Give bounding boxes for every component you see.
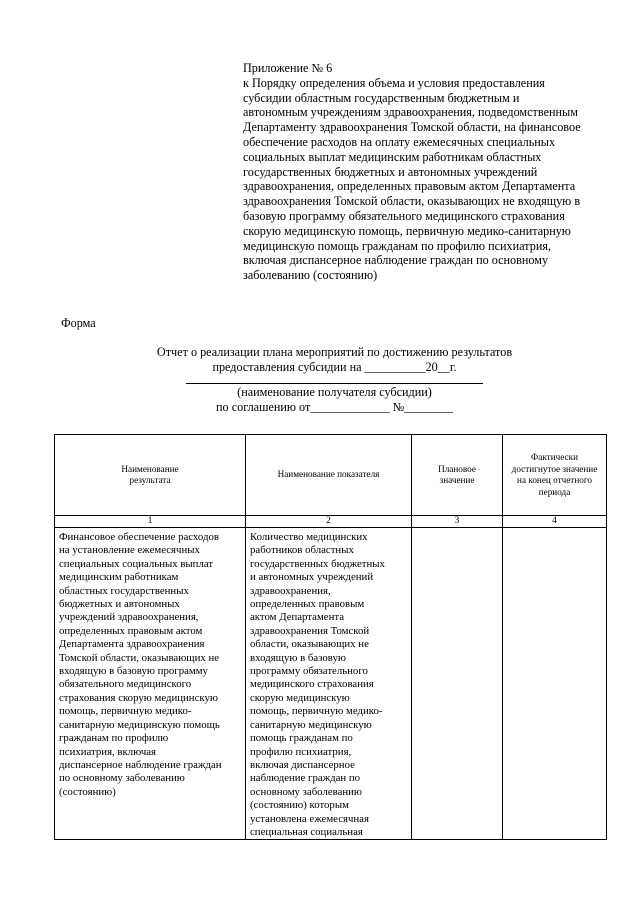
table-header-row bbox=[55, 435, 607, 516]
report-title-block bbox=[62, 345, 607, 415]
cell-line: включая диспансерное bbox=[250, 758, 355, 771]
appendix-block bbox=[243, 61, 618, 283]
header-indicator-name: Наименование показателя bbox=[246, 435, 412, 516]
cell-line: и автономных учреждений bbox=[250, 571, 374, 584]
appendix-line: скорую медицинскую помощь, первичную медико-санитарную bbox=[243, 223, 571, 238]
appendix-line: обеспечение расходов на оплату ежемесячных специальных bbox=[243, 134, 556, 149]
cell-line: медицинским работникам bbox=[59, 571, 179, 584]
cell-line: государственных бюджетных bbox=[250, 557, 385, 570]
appendix-line: медицинскую помощь гражданам по профилю психиатрия, bbox=[243, 238, 551, 253]
cell-line: бюджетных и автономных bbox=[59, 598, 180, 611]
appendix-line: заболеванию (состоянию) bbox=[243, 268, 378, 283]
header-result-name: Наименование результата bbox=[55, 435, 246, 516]
appendix-line: здравоохранения Томской области, оказывающих не входящую в bbox=[243, 194, 581, 209]
appendix-line: Департаменту здравоохранения Томской области, на финансовое bbox=[243, 120, 581, 135]
cell-line: (состоянию) которым bbox=[250, 799, 349, 812]
cell-line: Финансовое обеспечение расходов bbox=[59, 531, 219, 543]
recipient-caption: (наименование получателя субсидии) bbox=[237, 385, 432, 399]
cell-line: входящую в базовую программу bbox=[59, 665, 208, 678]
cell-line: помощь, первичную медико- bbox=[59, 705, 192, 718]
agreement-line: по соглашению от_____________ №________ bbox=[216, 400, 453, 414]
cell-line: областных государственных bbox=[59, 584, 189, 597]
cell-line: Количество медицинских bbox=[250, 531, 368, 543]
appendix-line: включая диспансерное наблюдение граждан по основному bbox=[243, 253, 549, 268]
cell-line: входящую в базовую bbox=[250, 651, 346, 664]
cell-line: учреждений здравоохранения, bbox=[59, 611, 199, 624]
planned-value-cell bbox=[412, 528, 503, 840]
cell-line: помощь гражданам по bbox=[250, 732, 353, 745]
cell-line: установлена ежемесячная bbox=[250, 812, 369, 825]
cell-line: актом Департамента bbox=[250, 611, 344, 624]
appendix-line: здравоохранения, определенных правовым актом Департамента bbox=[243, 179, 576, 194]
cell-line: программу обязательного bbox=[250, 665, 368, 678]
cell-line: помощь, первичную медико- bbox=[250, 705, 383, 718]
result-name-cell bbox=[55, 528, 246, 840]
cell-line: по основному заболеванию bbox=[59, 772, 185, 785]
cell-line: здравоохранения, bbox=[250, 584, 331, 597]
cell-line: здравоохранения Томской bbox=[250, 624, 370, 637]
cell-line: диспансерное наблюдение граждан bbox=[59, 758, 222, 771]
appendix-line: автономным учреждениям здравоохранения, подведомственным bbox=[243, 105, 578, 120]
cell-line: санитарную медицинскую bbox=[250, 718, 372, 731]
appendix-line: Приложение № 6 bbox=[243, 61, 333, 75]
appendix-line: государственных бюджетных и автономных учреждений bbox=[243, 164, 538, 179]
actual-value-cell bbox=[503, 528, 607, 840]
cell-line: специальная социальная bbox=[250, 825, 363, 838]
appendix-line: социальных выплат медицинским работникам областных bbox=[243, 149, 542, 164]
indicator-name-cell bbox=[246, 528, 412, 840]
cell-line: гражданам по профилю bbox=[59, 732, 169, 745]
cell-line: Департамента здравоохранения bbox=[59, 638, 205, 651]
cell-line: определенных правовым bbox=[250, 598, 365, 611]
cell-line: психиатрия, включая bbox=[59, 745, 157, 758]
cell-line: (состоянию) bbox=[59, 785, 116, 798]
column-number-row bbox=[55, 516, 607, 528]
cell-line: медицинского страхования bbox=[250, 678, 374, 691]
report-title-line2: предоставления субсидии на __________20__г. bbox=[212, 360, 457, 374]
cell-line: основному заболеванию bbox=[250, 785, 362, 798]
column-number: 1 bbox=[55, 516, 246, 528]
form-label: Форма bbox=[61, 316, 96, 330]
cell-line: скорую медицинскую bbox=[250, 691, 350, 704]
header-actual-value: Фактически достигнутое значение на конец отчетного периода bbox=[503, 435, 607, 516]
cell-line: наблюдение граждан по bbox=[250, 772, 361, 785]
appendix-line: базовую программу обязательного медицинского страхования bbox=[243, 208, 565, 223]
appendix-line: субсидии областным государственным бюджетным и bbox=[243, 90, 520, 105]
recipient-underline bbox=[186, 383, 483, 384]
report-table bbox=[54, 434, 607, 840]
cell-line: Томской области, оказывающих не bbox=[59, 651, 220, 664]
cell-line: работников областных bbox=[250, 544, 354, 557]
cell-line: профилю психиатрия, bbox=[250, 745, 352, 758]
table-row bbox=[55, 528, 607, 840]
cell-line: страхования скорую медицинскую bbox=[59, 691, 218, 704]
report-title-line1: Отчет о реализации плана мероприятий по достижению результатов bbox=[156, 345, 513, 359]
column-number: 4 bbox=[503, 516, 607, 528]
cell-line: области, оказывающих не bbox=[250, 638, 369, 651]
cell-line: определенных правовым актом bbox=[59, 624, 203, 637]
cell-line: обязательного медицинского bbox=[59, 678, 192, 691]
header-planned-value: Плановое значение bbox=[412, 435, 503, 516]
column-number: 3 bbox=[412, 516, 503, 528]
appendix-line: к Порядку определения объема и условия предоставления bbox=[243, 75, 545, 90]
cell-line: санитарную медицинскую помощь bbox=[59, 718, 220, 731]
cell-line: на установление ежемесячных bbox=[59, 544, 200, 557]
cell-line: специальных социальных выплат bbox=[59, 557, 214, 570]
column-number: 2 bbox=[246, 516, 412, 528]
